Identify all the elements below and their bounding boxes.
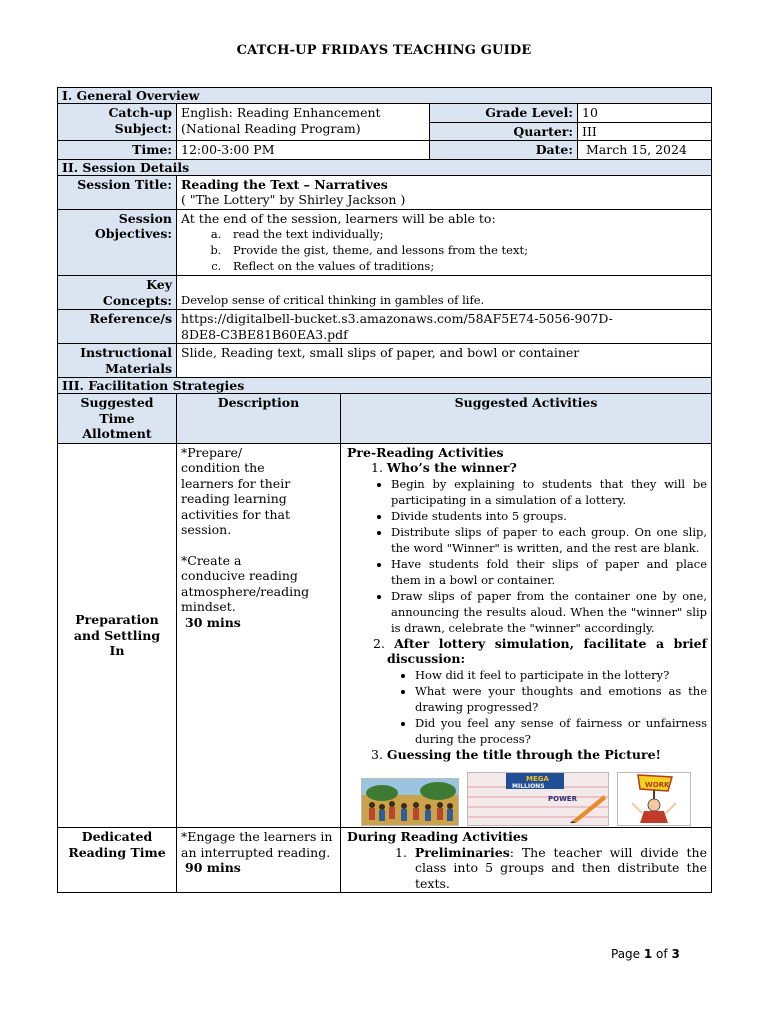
objective-item: b. Provide the gist, theme, and lessons from the text; (225, 242, 707, 258)
quarter-value: III (582, 123, 597, 139)
village-crowd-image (361, 778, 459, 826)
objective-item: c. Reflect on the values of traditions; (225, 258, 707, 274)
time-value: 12:00-3:00 PM (177, 141, 430, 160)
section-session-details: II. Session Details (58, 159, 712, 175)
activity-item-2: 2. After lottery simulation, facilitate a brief discussion: (373, 635, 708, 666)
bullet-item: • Distribute slips of paper to each group. On one slip, the word "Winner" is written, and the rest are blank. (391, 524, 707, 556)
grade-quarter-labels (430, 104, 578, 141)
col-header-description: Description (177, 394, 341, 444)
row-preparation-description: *Prepare/ condition the learners for their reading learning activities for that session. *Create a conducive reading atmosphere/reading mindset. 30 mins (177, 443, 341, 828)
objectives-label: Session Objectives: (58, 209, 177, 276)
subject-value: English: Reading Enhancement (National Reading Program) (177, 104, 430, 141)
bullet-item: • Draw slips of paper from the container one by one, announcing the results aloud. When the "winner" slip is drawn, celebrate the "winner" accordingly. (391, 588, 707, 636)
subject-label: Catch-up Subject: (58, 104, 177, 141)
objectives-list (181, 226, 707, 274)
row-reading-description: *Engage the learners in an interrupted reading. 90 mins (177, 828, 341, 893)
during-reading-item-1: 1. Preliminaries: The teacher will divide the class into 5 groups and then distribute the texts. (395, 844, 708, 891)
row-preparation-activities (341, 443, 712, 828)
sign-text: WORK (645, 781, 670, 789)
grade-quarter-values (578, 104, 712, 141)
power-logo-text: POWER (548, 795, 577, 803)
session-title-label: Session Title: (58, 175, 177, 209)
teaching-guide-table (57, 87, 712, 893)
col-header-time: Suggested Time Allotment (58, 394, 177, 444)
key-concepts-label: Key Concepts: (58, 276, 177, 310)
document-title: CATCH-UP FRIDAYS TEACHING GUIDE (236, 43, 532, 58)
activity-1-bullets (347, 476, 707, 636)
lottery-ticket-image (467, 772, 609, 826)
activity-2-bullets (347, 667, 707, 747)
reference-value[interactable]: https://digitalbell-bucket.s3.amazonaws.com/58AF5E74-5056-907D- 8DE8-C3BE81B60EA3.pdf (177, 310, 712, 344)
grade-level-value: 10 (578, 104, 711, 123)
materials-value: Slide, Reading text, small slips of paper, and bowl or container (177, 344, 712, 378)
bullet-item: • Did you feel any sense of fairness or unfairness during the process? (415, 715, 707, 747)
grade-level-label: Grade Level: (430, 104, 577, 123)
bullet-item: • How did it feel to participate in the lottery? (415, 667, 707, 683)
materials-label: Instructional Materials (58, 344, 177, 378)
objectives-value: At the end of the session, learners will be able to: a. read the text individually; b. Provide the gist, theme, and lessons from the text; c. Reflect on the values of traditions; (177, 209, 712, 276)
objective-item: a. read the text individually; (225, 226, 707, 242)
millions-logo-text: MILLIONS (512, 783, 545, 790)
bullet-item: • Have students fold their slips of paper and place them in a bowl or container. (391, 556, 707, 588)
section-facilitation: III. Facilitation Strategies (58, 378, 712, 394)
col-header-activities: Suggested Activities (341, 394, 712, 444)
cartoon-protest-image (617, 772, 691, 826)
page-number: Page 1 of 3 (611, 947, 680, 961)
activity-item-1: 1. Who’s the winner? (371, 460, 517, 475)
row-preparation-label: Preparation and Settling In (58, 443, 177, 828)
session-title-value: Reading the Text – Narratives ( "The Lottery" by Shirley Jackson ) (177, 175, 712, 209)
date-value: March 15, 2024 (578, 141, 712, 160)
pre-reading-heading: Pre-Reading Activities (347, 444, 504, 460)
bullet-item: • Divide students into 5 groups. (391, 508, 707, 524)
key-concepts-value: Develop sense of critical thinking in gambles of life. (177, 276, 712, 310)
reference-label: Reference/s (58, 310, 177, 344)
bullet-item: • What were your thoughts and emotions as the drawing progressed? (415, 683, 707, 715)
during-reading-heading: During Reading Activities (347, 829, 528, 844)
row-reading-label: Dedicated Reading Time (58, 828, 177, 893)
bullet-item: • Begin by explaining to students that they will be participating in a simulation of a lottery. (391, 476, 707, 508)
date-label: Date: (430, 141, 578, 160)
mega-logo-text: MEGA (526, 775, 549, 783)
row-reading-activities (341, 828, 712, 893)
picture-clues (347, 770, 707, 826)
section-general-overview: I. General Overview (58, 88, 712, 104)
time-label: Time: (58, 141, 177, 160)
activity-item-3: 3. Guessing the title through the Picture! (371, 746, 662, 762)
quarter-label: Quarter: (513, 123, 573, 139)
